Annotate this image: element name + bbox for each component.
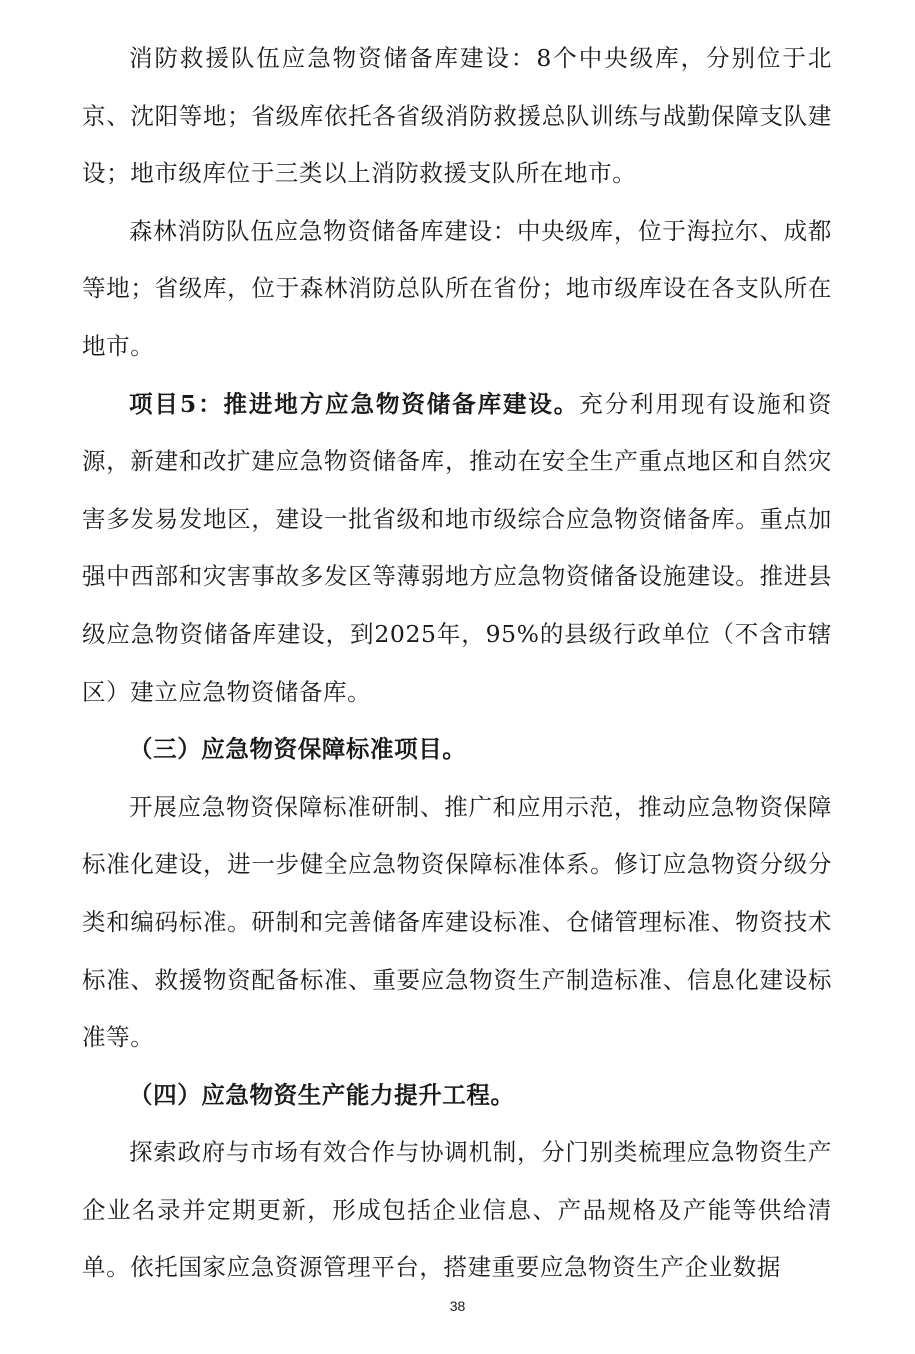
document-page bbox=[82, 30, 832, 1297]
paragraph-project-5 bbox=[82, 376, 832, 722]
paragraph-text: 消防救援队伍应急物资储备库建设：8个中央级库，分别位于北京、沈阳等地；省级库依托各省级消防救援总队训练与战勤保障支队建设；地市级库位于三类以上消防救援支队所在地市。 bbox=[82, 44, 832, 188]
paragraph-text: 森林消防队伍应急物资储备库建设：中央级库，位于海拉尔、成都等地；省级库，位于森林消防总队所在省份；地市级库设在各支队所在地市。 bbox=[82, 216, 832, 360]
section-heading-production: （四）应急物资生产能力提升工程。 bbox=[129, 1080, 515, 1109]
paragraph-fire-rescue-storage bbox=[82, 30, 832, 203]
project-lead-title: 项目5：推进地方应急物资储备库建设。 bbox=[129, 389, 580, 418]
page-number: 38 bbox=[449, 1298, 466, 1314]
paragraph-text: 充分利用现有设施和资源，新建和改扩建应急物资储备库，推动在安全生产重点地区和自然灾害多发易发地区，建设一批省级和地市级综合应急物资储备库。重点加强中西部和灾害事故多发区等薄弱地方应急物资储备设施建设。推进县级应急物资储备库建设，到2025年，95%的县级行政单位（不含市辖区）建立应急物资储备库。 bbox=[82, 389, 832, 706]
paragraph-text: 探索政府与市场有效合作与协调机制，分门别类梳理应急物资生产企业名录并定期更新，形成包括企业信息、产品规格及产能等供给清单。依托国家应急资源管理平台，搭建重要应急物资生产企业数据 bbox=[82, 1138, 832, 1282]
paragraph-production bbox=[82, 1124, 832, 1297]
section-heading-standards: （三）应急物资保障标准项目。 bbox=[129, 735, 467, 764]
paragraph-forest-fire-storage bbox=[82, 203, 832, 376]
paragraph-standards bbox=[82, 779, 832, 1067]
paragraph-text: 开展应急物资保障标准研制、推广和应用示范，推动应急物资保障标准化建设，进一步健全应急物资保障标准体系。修订应急物资分级分类和编码标准。研制和完善储备库建设标准、仓储管理标准、物资技术标准、救援物资配备标准、重要应急物资生产制造标准、信息化建设标准等。 bbox=[82, 792, 832, 1052]
